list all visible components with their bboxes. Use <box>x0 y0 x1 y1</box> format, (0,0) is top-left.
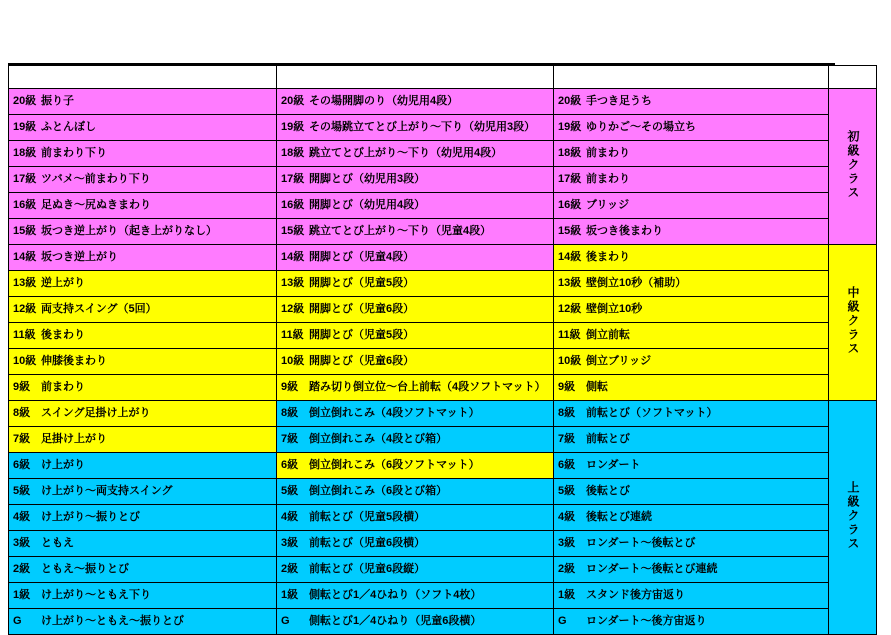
skill-name-label: その場開脚のり（幼児用4段） <box>309 94 459 107</box>
skill-level-label: 20級 <box>558 94 582 107</box>
skill-cell-right <box>554 167 829 193</box>
table-row <box>9 271 877 297</box>
table-row <box>9 297 877 323</box>
class-group-text: 上級クラス <box>846 481 860 552</box>
skill-cell-right <box>554 271 829 297</box>
skill-name-label: ともえ～振りとび <box>41 562 129 575</box>
skill-level-label: 6級 <box>13 458 31 471</box>
skill-cell-mid <box>277 479 554 505</box>
skill-cell-right <box>554 297 829 323</box>
skill-cell-mid <box>277 401 554 427</box>
skill-level-label: 12級 <box>281 302 305 315</box>
skill-name-label: 側転とび1／4ひねり（ソフト4枚） <box>309 588 482 601</box>
skill-name-label: 前まわり <box>41 380 85 393</box>
skill-cell-right <box>554 349 829 375</box>
skill-level-label: 17級 <box>13 172 37 185</box>
table-row <box>9 245 877 271</box>
skill-level-label: 8級 <box>13 406 31 419</box>
table-row <box>9 479 877 505</box>
skill-name-label: 倒立倒れこみ（4段ソフトマット） <box>309 406 480 419</box>
skill-name-label: 後まわり <box>41 328 85 341</box>
skill-cell-left <box>9 531 277 557</box>
skill-cell-right <box>554 505 829 531</box>
skill-cell-left <box>9 453 277 479</box>
skill-level-label: 16級 <box>558 198 582 211</box>
skill-level-label: 5級 <box>558 484 576 497</box>
skill-cell-left <box>9 245 277 271</box>
skill-name-label: 前まわり <box>586 172 630 185</box>
skill-level-label: 10級 <box>281 354 305 367</box>
skill-name-label: 後まわり <box>586 250 630 263</box>
skill-level-label: 17級 <box>281 172 305 185</box>
skill-level-label: 1級 <box>13 588 31 601</box>
table-row <box>9 453 877 479</box>
skill-name-label: 開脚とび（幼児用4段） <box>309 198 426 211</box>
table-row <box>9 531 877 557</box>
skill-name-label: 前転とび <box>586 432 630 445</box>
skill-name-label: 開脚とび（児童5段） <box>309 328 415 341</box>
skill-name-label: 逆上がり <box>41 276 85 289</box>
skill-cell-right <box>554 193 829 219</box>
skill-cell-left <box>9 167 277 193</box>
skill-cell-mid <box>277 297 554 323</box>
skill-cell-right <box>554 115 829 141</box>
table-row <box>9 141 877 167</box>
skill-cell-right <box>554 219 829 245</box>
skill-level-label: 19級 <box>13 120 37 133</box>
table-row <box>9 375 877 401</box>
skill-cell-left <box>9 401 277 427</box>
skill-level-label: 4級 <box>281 510 299 523</box>
skill-name-label: その場跳立てとび上がり～下り（幼児用3段） <box>309 120 536 133</box>
skill-level-label: 2級 <box>13 562 31 575</box>
skill-name-label: 開脚とび（児童4段） <box>309 250 415 263</box>
skill-name-label: ロンダート～後転とび <box>586 536 696 549</box>
skill-name-label: 前転とび（児童5段横） <box>309 510 426 523</box>
skill-name-label: 開脚とび（児童6段） <box>309 354 415 367</box>
skill-name-label: け上がり～ともえ下り <box>41 588 151 601</box>
skill-name-label: け上がり～ともえ～振りとび <box>41 614 184 627</box>
skill-cell-right <box>554 323 829 349</box>
skill-cell-mid <box>277 323 554 349</box>
skill-name-label: 跳立てとび上がり～下り（幼児用4段） <box>309 146 503 159</box>
skill-cell-right <box>554 401 829 427</box>
skill-level-label: 3級 <box>281 536 299 549</box>
skill-level-label: 15級 <box>558 224 582 237</box>
skill-name-label: スイング足掛け上がり <box>41 406 151 419</box>
skill-cell-right <box>554 531 829 557</box>
skill-level-label: 8級 <box>281 406 299 419</box>
table-row <box>9 167 877 193</box>
skill-level-label: 9級 <box>558 380 576 393</box>
skill-level-label: G <box>13 614 22 627</box>
skill-name-label: 足掛け上がり <box>41 432 107 445</box>
skill-level-label: 4級 <box>558 510 576 523</box>
skill-name-label: 前転とび（ソフトマット） <box>586 406 718 419</box>
skill-level-label: 13級 <box>281 276 305 289</box>
skill-cell-right <box>554 609 829 635</box>
skill-cell-right <box>554 479 829 505</box>
skill-cell-right <box>554 427 829 453</box>
skill-level-label: 14級 <box>13 250 37 263</box>
skill-level-label: 2級 <box>558 562 576 575</box>
skill-cell-mid <box>277 583 554 609</box>
skill-level-label: 20級 <box>13 94 37 107</box>
table-row <box>9 89 877 115</box>
skill-cell-left <box>9 609 277 635</box>
skill-level-label: 7級 <box>558 432 576 445</box>
skill-cell-left <box>9 375 277 401</box>
skill-cell-mid <box>277 531 554 557</box>
skill-level-label: G <box>558 614 567 627</box>
skill-cell-left <box>9 297 277 323</box>
skill-cell-left <box>9 271 277 297</box>
skill-level-label: 1級 <box>281 588 299 601</box>
skill-name-label: 伸膝後まわり <box>41 354 107 367</box>
skill-name-label: 後転とび <box>586 484 630 497</box>
skill-cell-left <box>9 323 277 349</box>
skill-cell-right <box>554 375 829 401</box>
skill-cell-left <box>9 583 277 609</box>
skill-level-label: 10級 <box>13 354 37 367</box>
skill-name-label: ふとんぼし <box>41 120 96 133</box>
skill-name-label: ツバメ～前まわり下り <box>41 172 151 185</box>
skill-level-label: 12級 <box>13 302 37 315</box>
skill-level-label: 20級 <box>281 94 305 107</box>
skill-name-label: 前まわり <box>586 146 630 159</box>
skill-cell-left <box>9 557 277 583</box>
table-row <box>9 323 877 349</box>
skill-name-label: 手つき足うち <box>586 94 652 107</box>
skill-name-label: け上がり～振りとび <box>41 510 140 523</box>
table-row <box>9 219 877 245</box>
skill-cell-mid <box>277 427 554 453</box>
skill-name-label: ロンダート～後転とび連続 <box>586 562 718 575</box>
class-group-text: 中級クラス <box>846 286 860 357</box>
skill-cell-right <box>554 557 829 583</box>
skill-level-label: 13級 <box>13 276 37 289</box>
skill-level-label: 17級 <box>558 172 582 185</box>
table-row <box>9 609 877 635</box>
skill-cell-mid <box>277 453 554 479</box>
skill-level-label: 1級 <box>558 588 576 601</box>
column-header-1 <box>9 66 277 89</box>
skill-cell-mid <box>277 193 554 219</box>
skill-cell-left <box>9 219 277 245</box>
skill-level-label: 9級 <box>13 380 31 393</box>
skill-level-label: 19級 <box>281 120 305 133</box>
skill-cell-left <box>9 115 277 141</box>
skill-name-label: 側転とび1／4ひねり（児童6段横） <box>309 614 482 627</box>
skill-cell-mid <box>277 271 554 297</box>
skill-cell-mid <box>277 245 554 271</box>
skill-level-label: 13級 <box>558 276 582 289</box>
skill-cell-mid <box>277 375 554 401</box>
skill-name-label: 前転とび（児童6段縦） <box>309 562 426 575</box>
skill-name-label: 開脚とび（幼児用3段） <box>309 172 426 185</box>
skill-level-label: 3級 <box>558 536 576 549</box>
class-group-text: 初級クラス <box>846 130 860 201</box>
skill-name-label: 坂つき逆上がり <box>41 250 118 263</box>
skill-level-label: 16級 <box>13 198 37 211</box>
table-row <box>9 427 877 453</box>
skill-cell-right <box>554 583 829 609</box>
skill-name-label: 振り子 <box>41 94 74 107</box>
skill-level-label: 18級 <box>281 146 305 159</box>
skill-level-label: 2級 <box>281 562 299 575</box>
skill-level-label: 3級 <box>13 536 31 549</box>
skill-cell-left <box>9 505 277 531</box>
column-header-4 <box>829 66 877 89</box>
skill-name-label: ともえ <box>41 536 74 549</box>
class-group-label-1 <box>829 89 877 245</box>
skill-level-label: 16級 <box>281 198 305 211</box>
skill-name-label: 壁倒立10秒 <box>586 302 643 315</box>
skill-name-label: ロンダート～後方宙返り <box>586 614 707 627</box>
skill-name-label: 両支持スイング（5回） <box>41 302 157 315</box>
skill-name-label: 跳立てとび上がり～下り（児童4段） <box>309 224 492 237</box>
skill-name-label: 足ぬき～尻ぬきまわり <box>41 198 151 211</box>
skill-name-label: 前まわり下り <box>41 146 107 159</box>
skill-name-label: 倒立倒れこみ（6段とび箱） <box>309 484 448 497</box>
skill-name-label: け上がり <box>41 458 85 471</box>
table-body <box>9 66 877 635</box>
skill-level-label: 18級 <box>558 146 582 159</box>
skill-name-label: 前転とび（児童6段横） <box>309 536 426 549</box>
skill-level-label: 19級 <box>558 120 582 133</box>
skill-cell-mid <box>277 557 554 583</box>
skill-level-label: 6級 <box>281 458 299 471</box>
skill-name-label: 倒立ブリッジ <box>586 354 652 367</box>
skill-name-label: ロンダート <box>586 458 641 471</box>
table-row <box>9 557 877 583</box>
class-group-label-2 <box>829 245 877 401</box>
skill-cell-left <box>9 193 277 219</box>
skill-name-label: 後転とび連続 <box>586 510 652 523</box>
skill-cell-mid <box>277 115 554 141</box>
skill-level-label: 15級 <box>281 224 305 237</box>
table-row <box>9 505 877 531</box>
skill-name-label: 倒立倒れこみ（6段ソフトマット） <box>309 458 480 471</box>
skill-level-label: 11級 <box>281 328 304 341</box>
skill-level-label: 8級 <box>558 406 576 419</box>
skill-name-label: 開脚とび（児童6段） <box>309 302 415 315</box>
skill-name-label: スタンド後方宙返り <box>586 588 685 601</box>
class-group-label-3 <box>829 401 877 635</box>
table-row <box>9 115 877 141</box>
skill-level-label: 14級 <box>281 250 305 263</box>
skill-level-label: 12級 <box>558 302 582 315</box>
skill-cell-right <box>554 141 829 167</box>
skill-level-label: 4級 <box>13 510 31 523</box>
skill-name-label: 坂つき逆上がり（起き上がりなし） <box>41 224 217 237</box>
skill-cell-right <box>554 89 829 115</box>
table-row <box>9 583 877 609</box>
table-row <box>9 401 877 427</box>
skill-cell-left <box>9 479 277 505</box>
skill-cell-mid <box>277 349 554 375</box>
skill-name-label: け上がり～両支持スイング <box>41 484 173 497</box>
skill-level-label: 9級 <box>281 380 299 393</box>
column-header-3 <box>554 66 829 89</box>
skill-name-label: 倒立倒れこみ（4段とび箱） <box>309 432 448 445</box>
table-row <box>9 349 877 375</box>
skill-cell-mid <box>277 167 554 193</box>
skill-level-label: 15級 <box>13 224 37 237</box>
skill-cell-mid <box>277 89 554 115</box>
table-header-row <box>9 66 877 89</box>
skill-cell-left <box>9 141 277 167</box>
table-row <box>9 193 877 219</box>
skill-cell-mid <box>277 609 554 635</box>
skill-level-label: 7級 <box>281 432 299 445</box>
skill-level-label: 7級 <box>13 432 31 445</box>
skill-cell-left <box>9 427 277 453</box>
skill-cell-mid <box>277 505 554 531</box>
skill-name-label: 側転 <box>586 380 608 393</box>
skill-level-label: G <box>281 614 290 627</box>
skill-cell-right <box>554 245 829 271</box>
skill-name-label: 倒立前転 <box>586 328 630 341</box>
skill-cell-mid <box>277 219 554 245</box>
skill-level-table <box>8 65 877 635</box>
skill-name-label: ゆりかご～その場立ち <box>586 120 696 133</box>
skill-cell-mid <box>277 141 554 167</box>
skill-name-label: 踏み切り倒立位～台上前転（4段ソフトマット） <box>309 380 546 393</box>
skill-cell-left <box>9 349 277 375</box>
skill-cell-right <box>554 453 829 479</box>
skill-name-label: 坂つき後まわり <box>586 224 663 237</box>
skill-name-label: ブリッジ <box>586 198 630 211</box>
skill-level-label: 10級 <box>558 354 582 367</box>
column-header-2 <box>277 66 554 89</box>
skill-name-label: 開脚とび（児童5段） <box>309 276 415 289</box>
skill-level-label: 11級 <box>558 328 581 341</box>
skill-level-label: 5級 <box>13 484 31 497</box>
skill-level-label: 5級 <box>281 484 299 497</box>
skill-cell-left <box>9 89 277 115</box>
skill-level-label: 14級 <box>558 250 582 263</box>
skill-level-label: 11級 <box>13 328 36 341</box>
skill-level-label: 6級 <box>558 458 576 471</box>
skill-name-label: 壁倒立10秒（補助） <box>586 276 687 289</box>
skill-level-label: 18級 <box>13 146 37 159</box>
